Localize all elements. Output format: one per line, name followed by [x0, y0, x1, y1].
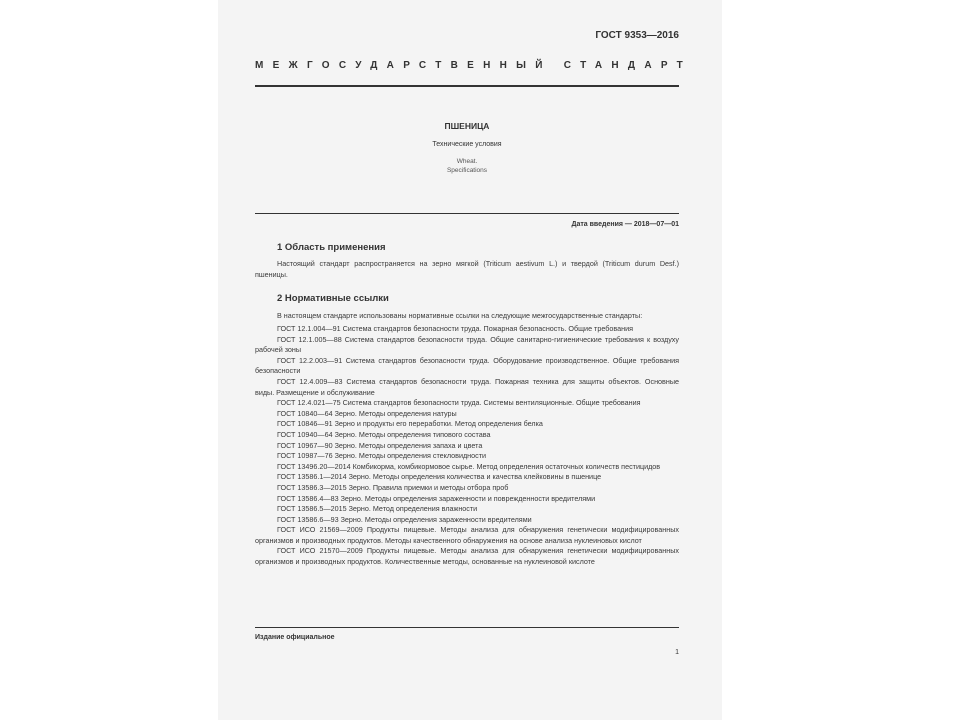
document-page	[218, 0, 722, 720]
reference-item: ГОСТ 12.1.004—91 Система стандартов безопасности труда. Пожарная безопасность. Общие требования	[277, 324, 633, 333]
reference-item: ГОСТ 13586.5—2015 Зерно. Метод определения влажности	[277, 504, 478, 514]
document-title-en: Wheat.	[456, 158, 478, 165]
reference-item: ГОСТ ИСО 21570—2009 Продукты пищевые. Методы анализа для обнаружения генетически модифицированных организмов и производных продуктов. Количественные методы, основанные на нуклеиновой кислоте	[255, 546, 679, 567]
document-subtitle: Технические условия	[432, 141, 502, 148]
reference-item: ГОСТ ИСО 21569—2009 Продукты пищевые. Методы анализа для обнаружения генетически модифицированных организмов и производных продуктов. Методы качественного обнаружения на основе анализа нуклеиновых кислот	[255, 525, 679, 545]
reference-item: ГОСТ 10840—64 Зерно. Методы определения натуры	[277, 408, 457, 418]
introduction-date: Дата введения — 2018—07—01	[571, 221, 679, 228]
section-2-intro: В настоящем стандарте использованы нормативные ссылки на следующие межгосударственные стандарты:	[277, 311, 643, 320]
reference-item: ГОСТ 10967—90 Зерно. Методы определения запаха и цвета	[277, 440, 483, 450]
footer-divider	[255, 627, 679, 628]
interstate-standard-heading: МЕЖГОСУДАРСТВЕННЫЙ СТАНДАРТ	[255, 60, 693, 71]
document-title: ПШЕНИЦА	[444, 121, 490, 131]
title-block	[255, 121, 679, 175]
reference-item: ГОСТ 10846—91 Зерно и продукты его переработки. Метод определения белка	[277, 419, 543, 429]
reference-item: ГОСТ 13586.4—83 Зерно. Методы определения зараженности и поврежденности вредителями	[277, 493, 596, 503]
reference-item: ГОСТ 13496.20—2014 Комбикорма, комбикормовое сырье. Метод определения остаточных количеств пестицидов	[277, 461, 661, 471]
reference-item: ГОСТ 13586.3—2015 Зерно. Правила приемки и методы отбора проб	[277, 482, 509, 492]
document-subtitle-en: Specifications	[446, 167, 488, 174]
reference-item: ГОСТ 13586.1—2014 Зерно. Методы определения количества и качества клейковины в пшенице	[277, 472, 602, 482]
section-1-heading: 1 Область применения	[277, 242, 386, 253]
reference-item: ГОСТ 12.1.005—88 Система стандартов безопасности труда. Общие санитарно-гигиенические требования к воздуху рабочей зоны	[255, 334, 679, 355]
reference-item: ГОСТ 10987—76 Зерно. Методы определения стекловидности	[277, 451, 487, 461]
gost-number: ГОСТ 9353—2016	[595, 30, 679, 41]
section-1-body: Настоящий стандарт распространяется на зерно мягкой (Triticum aestivum L.) и твердой (Triticum durum Desf.) пшеницы.	[255, 259, 679, 279]
official-edition-label: Издание официальное	[255, 634, 335, 641]
title-divider	[255, 213, 679, 214]
normative-references-list	[255, 324, 679, 568]
reference-item: ГОСТ 12.4.021—75 Система стандартов безопасности труда. Системы вентиляционные. Общие требования	[277, 398, 641, 408]
reference-item: ГОСТ 13586.6—93 Зерно. Методы определения зараженности вредителями	[277, 514, 532, 524]
section-2-heading: 2 Нормативные ссылки	[277, 293, 389, 304]
page-number: 1	[675, 649, 679, 656]
reference-item: ГОСТ 12.2.003—91 Система стандартов безопасности труда. Оборудование производственное. Общие требования безопасности	[255, 355, 679, 376]
header-divider	[255, 85, 679, 87]
reference-item: ГОСТ 12.4.009—83 Система стандартов безопасности труда. Пожарная техника для защиты объектов. Основные виды. Размещение и обслуживание	[255, 376, 679, 397]
reference-item: ГОСТ 10940—64 Зерно. Методы определения типового состава	[277, 429, 491, 439]
